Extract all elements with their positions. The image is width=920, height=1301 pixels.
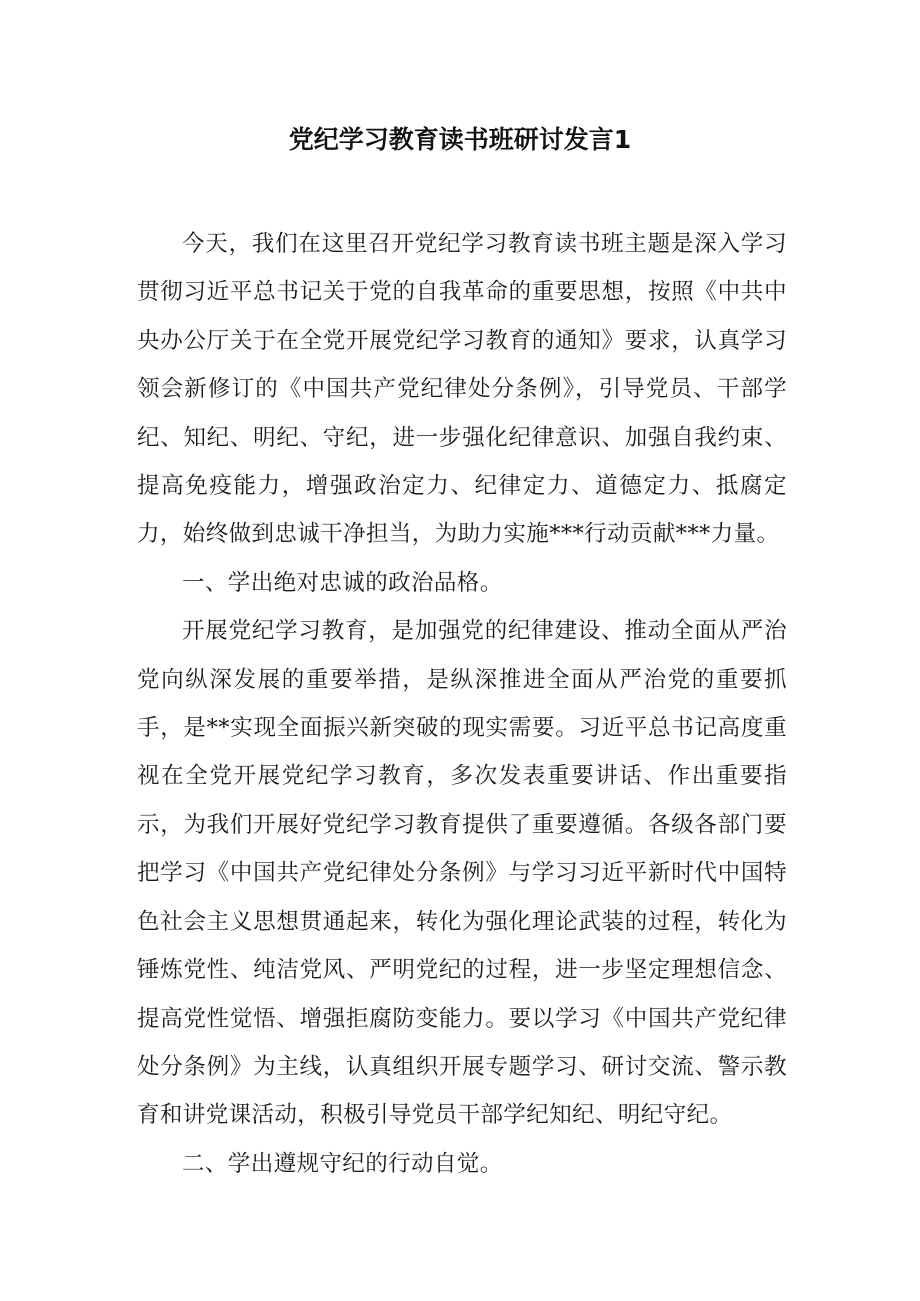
intro-paragraph: 今天，我们在这里召开党纪学习教育读书班主题是深入学习贯彻习近平总书记关于党的自我革命的重要思想，按照《中共中央办公厅关于在全党开展党纪学习教育的通知》要求，认真学习领会新修订的《中国共产党纪律处分条例》，引导党员、干部学纪、知纪、明纪、守纪，进一步强化纪律意识、加强自我约束、提高免疫能力，增强政治定力、纪律定力、道德定力、抵腐定力，始终做到忠诚干净担当，为助力实施***行动贡献***力量。: [137, 231, 787, 548]
section-1-paragraph: 开展党纪学习教育，是加强党的纪律建设、推动全面从严治党向纵深发展的重要举措，是纵深推进全面从严治党的重要抓手，是**实现全面振兴新突破的现实需要。习近平总书记高度重视在全党开展党纪学习教育，多次发表重要讲话、作出重要指示，为我们开展好党纪学习教育提供了重要遵循。各级各部门要把学习《中国共产党纪律处分条例》与学习习近平新时代中国特色社会主义思想贯通起来，转化为强化理论武装的过程，转化为锤炼党性、纯洁党风、严明党纪的过程，进一步坚定理想信念、提高党性觉悟、增强拒腐防变能力。要以学习《中国共产党纪律处分条例》为主线，认真组织开展专题学习、研讨交流、警示教育和讲党课活动，积极引导党员干部学纪知纪、明纪守纪。: [137, 618, 787, 1129]
document-body: [137, 220, 787, 1188]
section-heading-1: 一、学出绝对忠诚的政治品格。: [182, 569, 503, 596]
document-title: 党纪学习教育读书班研讨发言1: [288, 125, 632, 154]
section-heading-2: 二、学出遵规守纪的行动自觉。: [182, 1150, 503, 1177]
